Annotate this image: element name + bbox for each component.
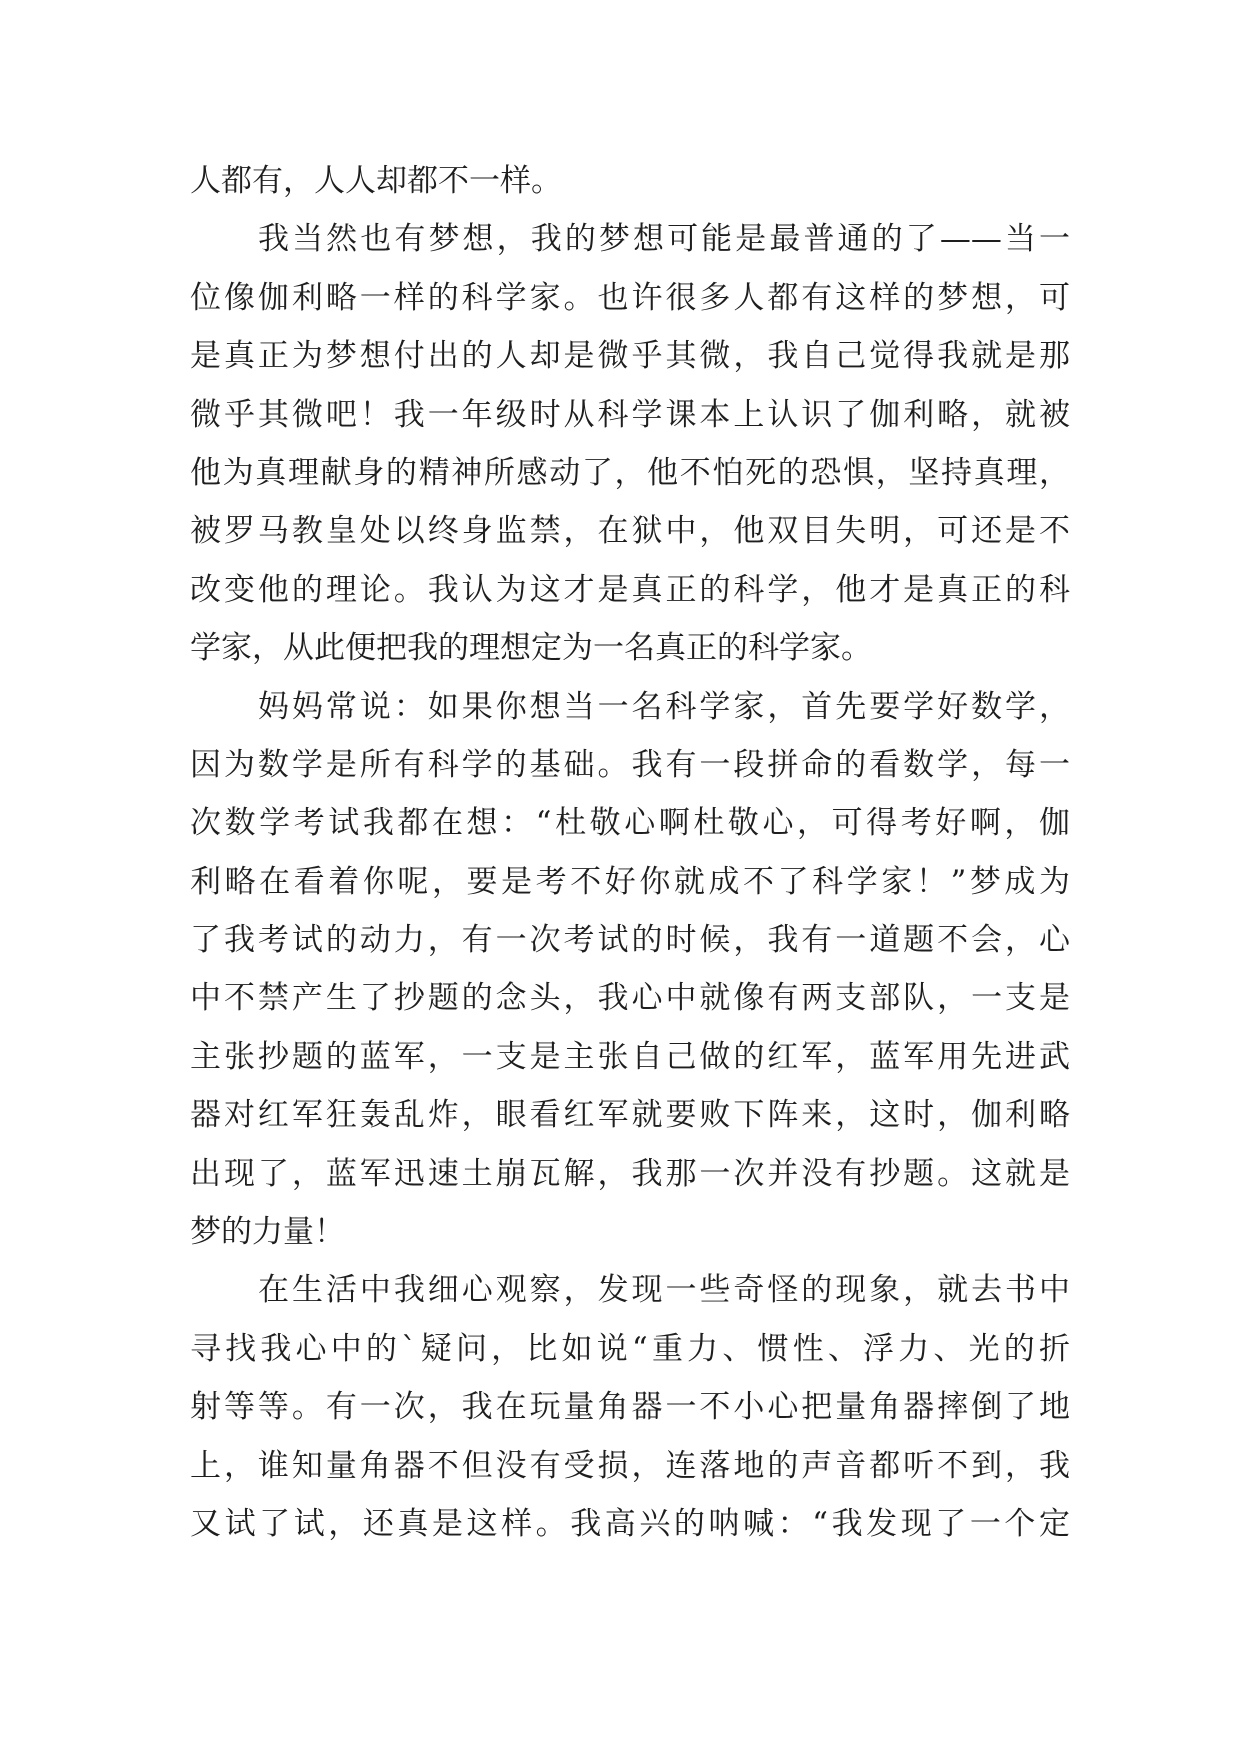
text-line: 寻找我心中的`疑问，比如说“重力、惯性、浮力、光的折 — [190, 1330, 1070, 1367]
paragraph-first-line: 妈妈常说：如果你想当一名科学家，首先要学好数学， — [258, 688, 1070, 725]
text-line: 改变他的理论。我认为这才是真正的科学，他才是真正的科 — [190, 571, 1070, 608]
text-line: 被罗马教皇处以终身监禁，在狱中，他双目失明，可还是不 — [190, 513, 1070, 550]
text-line: 学家，从此便把我的理想定为一名真正的科学家。 — [190, 630, 872, 667]
text-line: 主张抄题的蓝军，一支是主张自己做的红军，蓝军用先进武 — [190, 1038, 1070, 1075]
text-line: 利略在看着你呢，要是考不好你就成不了科学家！”梦成为 — [190, 863, 1070, 900]
text-line: 次数学考试我都在想：“杜敬心啊杜敬心，可得考好啊，伽 — [190, 805, 1070, 842]
text-line: 又试了试，还真是这样。我高兴的呐喊：“我发现了一个定 — [190, 1505, 1070, 1542]
text-line: 梦的力量！ — [190, 1214, 345, 1251]
body-text — [190, 152, 1070, 1553]
text-line: 器对红军狂轰乱炸，眼看红军就要败下阵来，这时，伽利略 — [190, 1097, 1070, 1134]
paragraph-first-line: 在生活中我细心观察，发现一些奇怪的现象，就去书中 — [258, 1272, 1070, 1309]
text-line: 上，谁知量角器不但没有受损，连落地的声音都听不到，我 — [190, 1447, 1070, 1484]
text-line: 人都有，人人却都不一样。 — [190, 163, 562, 199]
text-line: 因为数学是所有科学的基础。我有一段拼命的看数学，每一 — [190, 746, 1070, 783]
text-line: 中不禁产生了抄题的念头，我心中就像有两支部队，一支是 — [190, 980, 1070, 1017]
text-line: 出现了，蓝军迅速土崩瓦解，我那一次并没有抄题。这就是 — [190, 1155, 1070, 1192]
text-line: 是真正为梦想付出的人却是微乎其微，我自己觉得我就是那 — [190, 338, 1070, 375]
text-line: 微乎其微吧！我一年级时从科学课本上认识了伽利略，就被 — [190, 396, 1070, 433]
text-line: 射等等。有一次，我在玩量角器一不小心把量角器摔倒了地 — [190, 1389, 1070, 1426]
text-line: 了我考试的动力，有一次考试的时候，我有一道题不会，心 — [190, 922, 1070, 959]
text-line: 他为真理献身的精神所感动了，他不怕死的恐惧，坚持真理， — [190, 454, 1070, 491]
text-line: 位像伽利略一样的科学家。也许很多人都有这样的梦想，可 — [190, 279, 1070, 316]
paragraph-first-line: 我当然也有梦想，我的梦想可能是最普通的了——当一 — [258, 221, 1070, 258]
